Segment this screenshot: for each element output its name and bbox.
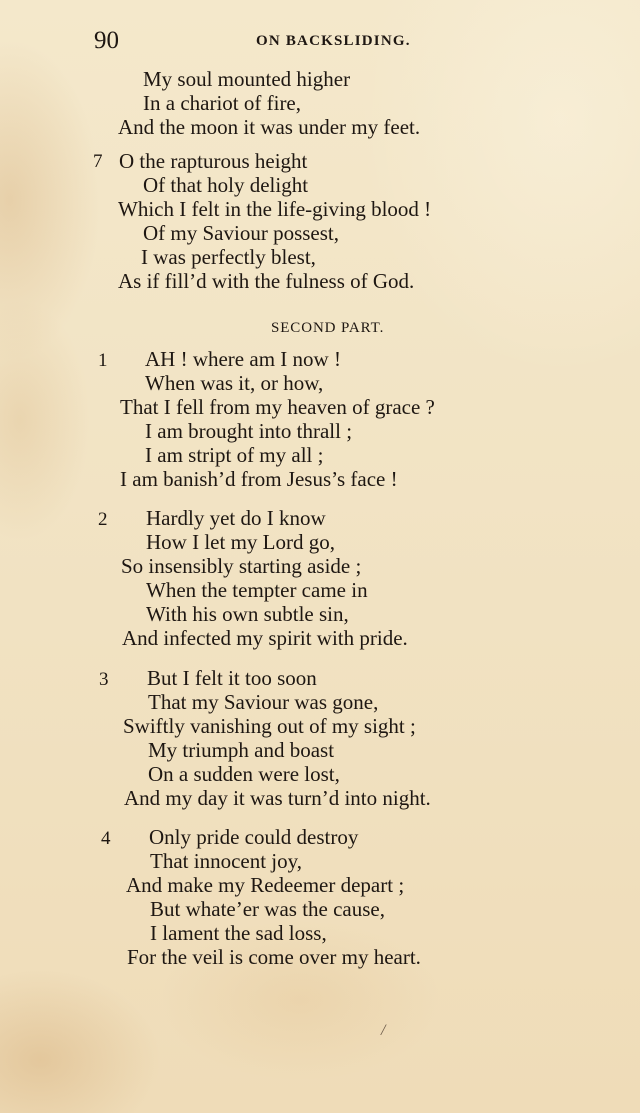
- verse-number: 3: [99, 669, 109, 690]
- verse-line: That innocent joy,: [150, 849, 303, 873]
- verse-line: And infected my spirit with pride.: [122, 626, 408, 650]
- verse-line: I was perfectly blest,: [141, 245, 316, 269]
- verse-number: 4: [101, 828, 111, 849]
- verse-line: Hardly yet do I know: [146, 506, 326, 530]
- verse-line: Of that holy delight: [143, 173, 309, 197]
- verse-line: Of my Saviour possest,: [143, 221, 339, 245]
- section-title: SECOND PART.: [271, 320, 385, 336]
- verse-line: How I let my Lord go,: [146, 530, 335, 554]
- verse-number: 7: [93, 151, 103, 172]
- verse-line: In a chariot of fire,: [143, 91, 302, 115]
- verse-line: When the tempter came in: [146, 578, 368, 602]
- verse-line: Swiftly vanishing out of my sight ;: [123, 714, 416, 738]
- verse-line: My triumph and boast: [148, 738, 335, 762]
- verse-number: 2: [98, 509, 108, 530]
- verse-line: And make my Redeemer depart ;: [126, 873, 405, 897]
- verse-line: For the veil is come over my heart.: [127, 945, 421, 969]
- verse-line: On a sudden were lost,: [148, 762, 340, 786]
- verse-line: As if fill’d with the fulness of God.: [118, 269, 415, 293]
- verse-line: My soul mounted higher: [143, 67, 351, 91]
- verse-line: Only pride could destroy: [149, 825, 359, 849]
- verse-line: Which I felt in the life-giving blood !: [118, 197, 432, 221]
- footer-mark: /: [381, 1022, 386, 1039]
- page-number: 90: [94, 27, 119, 54]
- verse-line: AH ! where am I now !: [145, 347, 341, 371]
- verse-line: And my day it was turn’d into night.: [124, 786, 431, 810]
- verse-line: That I fell from my heaven of grace ?: [120, 395, 435, 419]
- verse-line: And the moon it was under my feet.: [118, 115, 421, 139]
- verse-line: I lament the sad loss,: [150, 921, 327, 945]
- verse-line: I am stript of my all ;: [145, 443, 324, 467]
- verse-line: But whate’er was the cause,: [150, 897, 385, 921]
- verse-line: That my Saviour was gone,: [148, 690, 379, 714]
- running-head: ON BACKSLIDING.: [256, 33, 411, 49]
- verse-line: I am banish’d from Jesus’s face !: [120, 467, 398, 491]
- verse-line: I am brought into thrall ;: [145, 419, 353, 443]
- page-header: [0, 26, 640, 56]
- verse-number: 1: [98, 350, 108, 371]
- verse-line: With his own subtle sin,: [146, 602, 349, 626]
- verse-line: When was it, or how,: [145, 371, 324, 395]
- verse-line: O the rapturous height: [119, 149, 308, 173]
- verse-line: So insensibly starting aside ;: [121, 554, 362, 578]
- verse-line: But I felt it too soon: [147, 666, 317, 690]
